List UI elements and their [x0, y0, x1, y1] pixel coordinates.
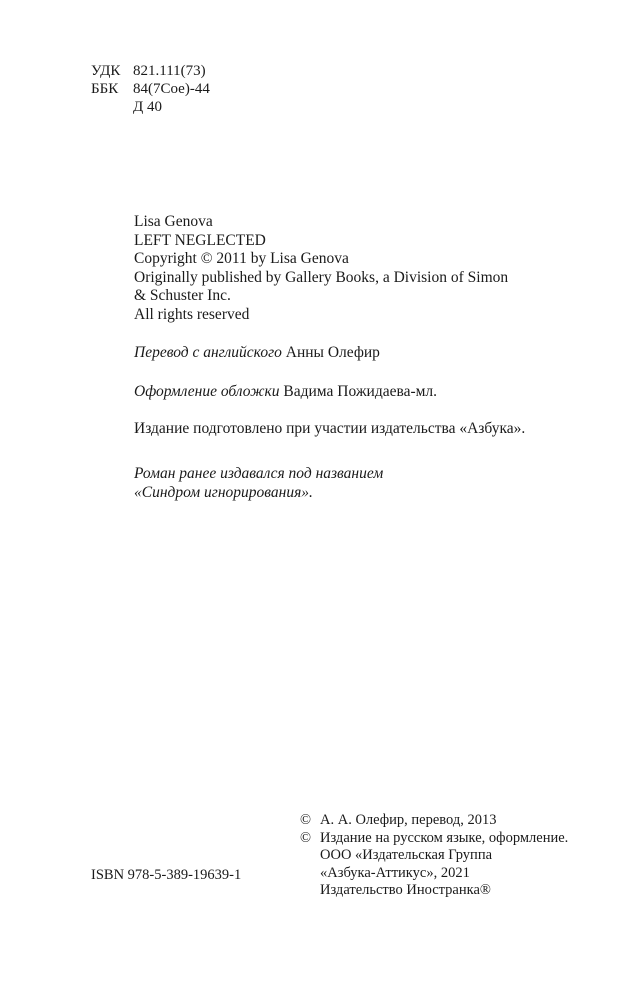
translation-credit — [134, 344, 380, 363]
previous-title-note — [134, 465, 383, 502]
classification-block — [91, 62, 210, 116]
copyright-symbol: © — [300, 812, 312, 828]
bbk-label: ББК — [91, 81, 119, 97]
original-edition-block — [134, 213, 508, 324]
copyright-line5: Издательство Иностранка® — [320, 882, 491, 898]
previous-title-line1: Роман ранее издавался под названием — [134, 465, 384, 482]
author-mark-line — [91, 98, 210, 116]
udk-label: УДК — [91, 63, 121, 79]
udk-value: 821.111(73) — [133, 63, 206, 79]
isbn: ISBN 978-5-389-19639-1 — [91, 867, 242, 883]
original-author: Lisa Genova — [134, 213, 213, 230]
original-rights: All rights reserved — [134, 305, 250, 323]
original-publisher-line2: & Schuster Inc. — [134, 287, 231, 304]
copyright-line4: «Азбука-Аттикус», 2021 — [320, 864, 470, 881]
copyright-line1: А. А. Олефир, перевод, 2013 — [320, 812, 497, 828]
prepared-note: Издание подготовлено при участии издательства «Азбука». — [134, 420, 526, 437]
translation-label: Перевод с английского — [134, 344, 282, 361]
cover-credit — [134, 383, 437, 402]
copyright-line3: ООО «Издательская Группа — [320, 847, 493, 863]
copyright-symbol: © — [300, 829, 312, 846]
original-title: LEFT NEGLECTED — [134, 231, 266, 249]
original-copyright: Copyright © 2011 by Lisa Genova — [134, 250, 349, 267]
translation-name: Анны Олефир — [285, 344, 380, 361]
udk-line — [91, 62, 210, 80]
copyright-line2: Издание на русском языке, оформление. — [320, 829, 569, 846]
copyright-block — [300, 812, 568, 900]
bbk-line — [91, 80, 210, 98]
bbk-value: 84(7Сое)-44 — [133, 81, 210, 97]
original-publisher-line1: Originally published by Gallery Books, a Division of Simon — [134, 268, 509, 286]
cover-label: Оформление обложки — [134, 383, 280, 400]
previous-title-line2: «Синдром игнорирования». — [134, 483, 313, 501]
cover-name: Вадима Пожидаева-мл. — [283, 383, 438, 400]
author-mark: Д 40 — [133, 99, 162, 115]
